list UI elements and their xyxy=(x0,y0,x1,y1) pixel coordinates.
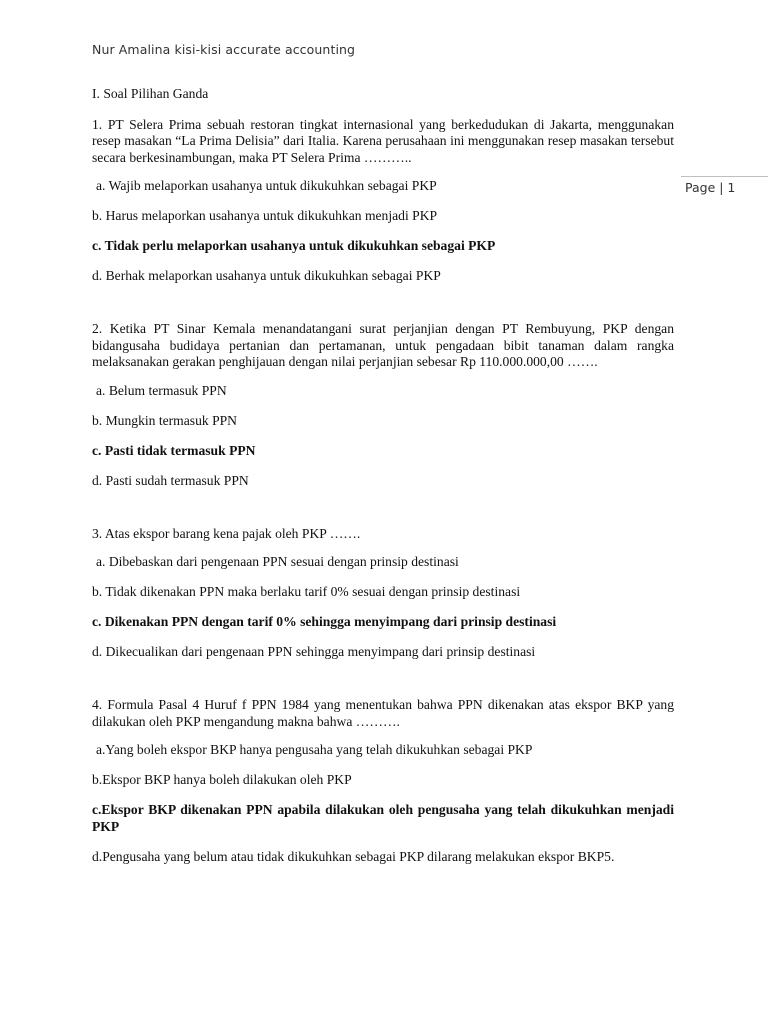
option-b: b.Ekspor BKP hanya boleh dilakukan oleh PKP xyxy=(92,772,352,787)
option-b: b. Mungkin termasuk PPN xyxy=(92,412,238,428)
question-4 xyxy=(92,697,674,865)
option-d: d. Pasti sudah termasuk PPN xyxy=(92,472,249,488)
section-title: I. Soal Pilihan Ganda xyxy=(92,86,209,101)
question-spacer xyxy=(92,298,674,321)
question-stem: 3. Atas ekspor barang kena pajak oleh PKP ……. xyxy=(92,525,361,541)
option-b: b. Harus melaporkan usahanya untuk dikukuhkan menjadi PKP xyxy=(92,208,438,223)
page-number-divider xyxy=(681,176,768,177)
option-d: d.Pengusaha yang belum atau tidak dikukuhkan sebagai PKP dilarang melakukan ekspor BKP5. xyxy=(92,848,615,864)
option-b: b. Tidak dikenakan PPN maka berlaku tarif 0% sesuai dengan prinsip destinasi xyxy=(92,584,521,599)
option-a: a. Dibebaskan dari pengenaan PPN sesuai dengan prinsip destinasi xyxy=(96,554,459,569)
question-3 xyxy=(92,526,674,661)
option-a: a. Wajib melaporkan usahanya untuk dikukuhkan sebagai PKP xyxy=(96,178,437,193)
option-a: a. Belum termasuk PPN xyxy=(96,382,227,398)
question-1 xyxy=(92,117,674,285)
question-stem: 4. Formula Pasal 4 Huruf f PPN 1984 yang menentukan bahwa PPN dikenakan atas ekspor BKP yang dilakukan oleh PKP mengandung makna bahwa ………. xyxy=(92,697,674,729)
page-number: Page | 1 xyxy=(685,180,736,195)
option-d: d. Dikecualikan dari pengenaan PPN sehingga menyimpang dari prinsip destinasi xyxy=(92,644,536,659)
option-d: d. Berhak melaporkan usahanya untuk dikukuhkan sebagai PKP xyxy=(92,268,441,283)
question-spacer xyxy=(92,503,674,526)
option-c-answer: c. Pasti tidak termasuk PPN xyxy=(92,442,256,458)
question-2 xyxy=(92,321,674,489)
option-c-answer: c. Dikenakan PPN dengan tarif 0% sehingga menyimpang dari prinsip destinasi xyxy=(92,614,557,629)
document-body xyxy=(92,86,674,879)
question-stem: 2. Ketika PT Sinar Kemala menandatangani surat perjanjian dengan PT Rembuyung, PKP dengan bidangusaha budidaya pertanian dan pertamanan, untuk pengadaan bibit tanaman dalam rangka melaksanakan gerakan penghijauan dengan nilai perjanjian sebesar Rp 110.000.000,00 ……. xyxy=(92,321,674,369)
option-a: a.Yang boleh ekspor BKP hanya pengusaha yang telah dikukuhkan sebagai PKP xyxy=(96,742,533,757)
question-stem: 1. PT Selera Prima sebuah restoran tingkat internasional yang berkedudukan di Jakarta, menggunakan resep masakan “La Prima Delisia” dari Italia. Karena perusahaan ini menggunakan resep masakan tersebut secara berkesinambungan, maka PT Selera Prima ……….. xyxy=(92,116,674,165)
question-spacer xyxy=(92,674,674,697)
option-c-answer: c. Tidak perlu melaporkan usahanya untuk dikukuhkan sebagai PKP xyxy=(92,238,496,253)
document-header: Nur Amalina kisi-kisi accurate accounting xyxy=(92,42,356,57)
option-c-answer: c.Ekspor BKP dikenakan PPN apabila dilakukan oleh pengusaha yang telah dikukuhkan menjadi PKP xyxy=(92,802,674,834)
